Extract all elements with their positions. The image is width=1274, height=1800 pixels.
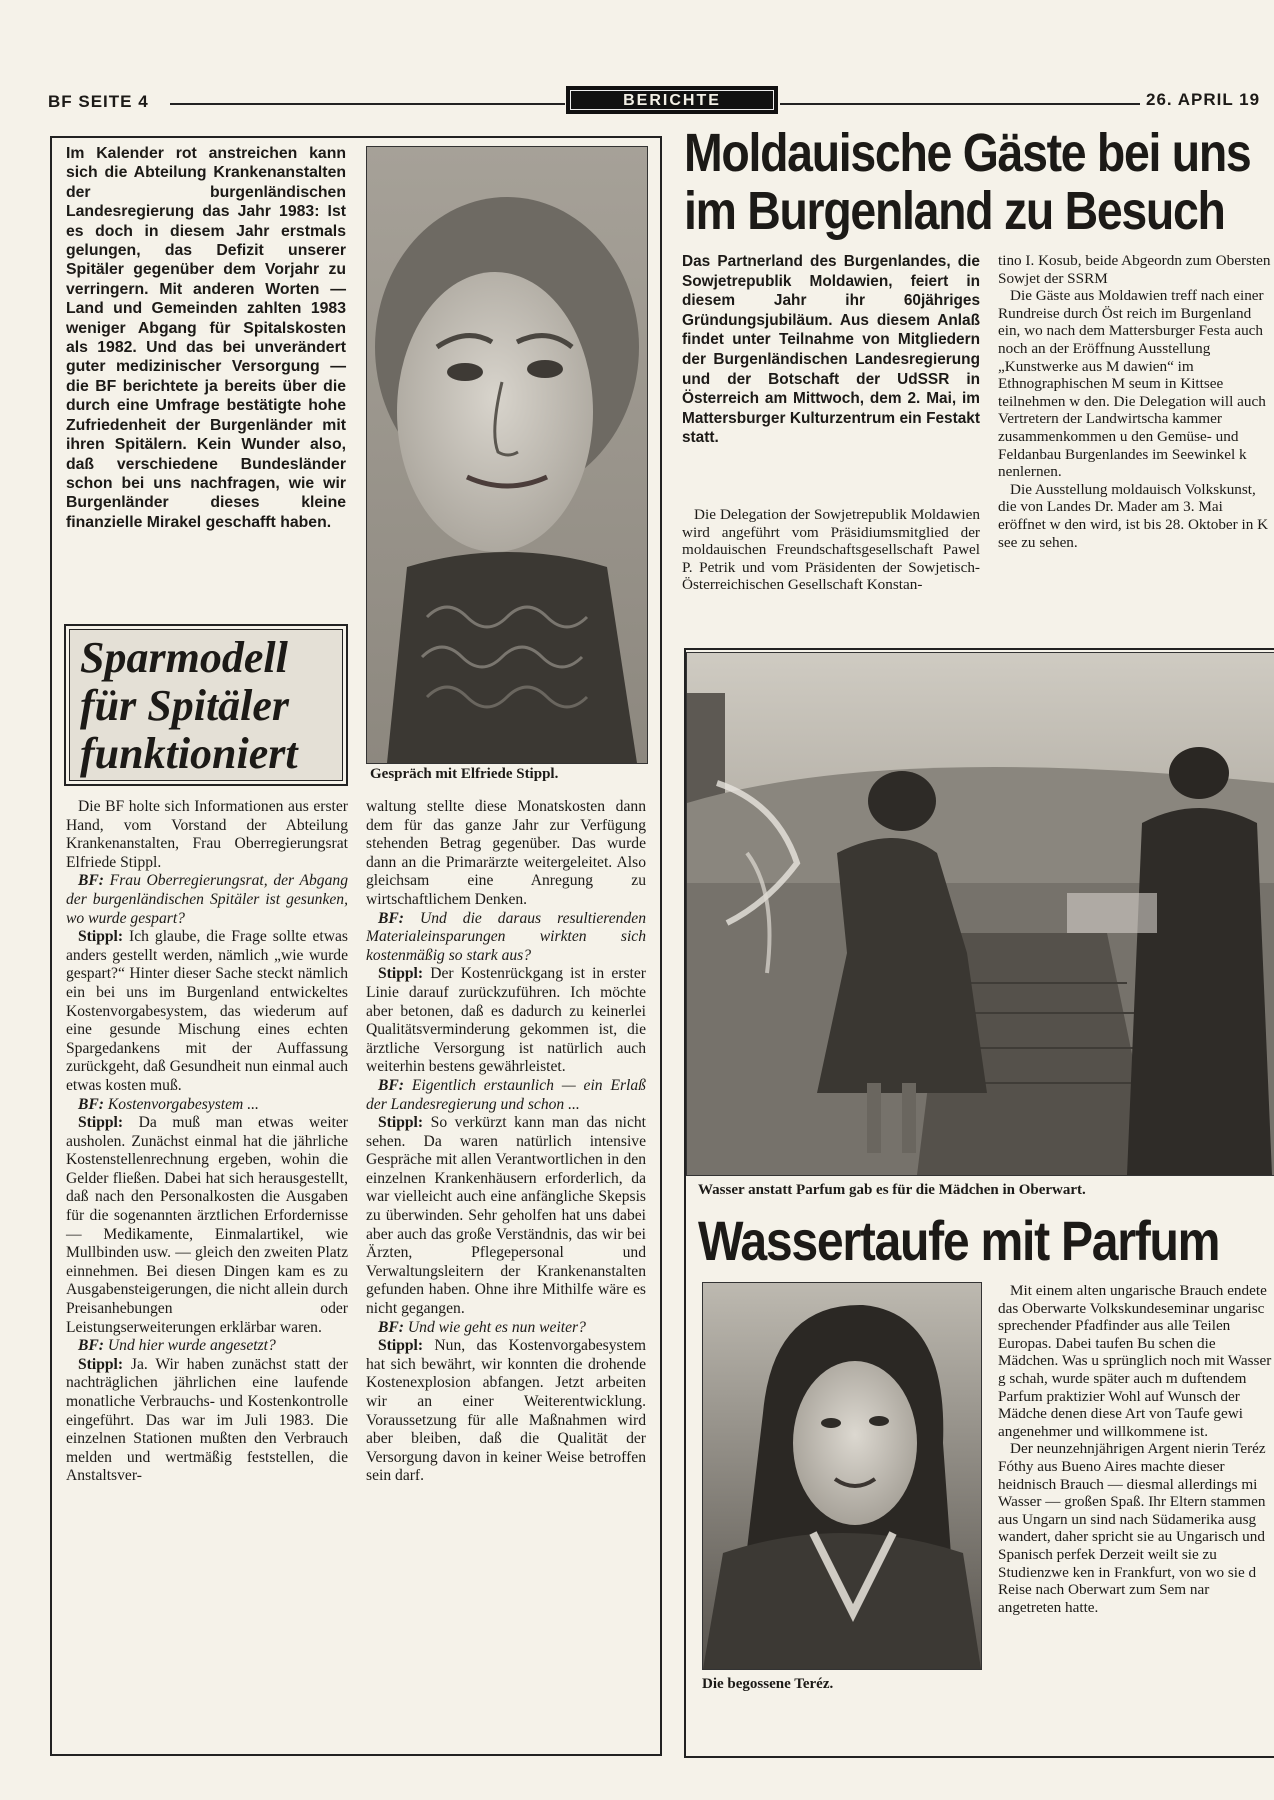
interview-paragraph [66,1114,348,1337]
left-headline-line1: Sparmodell [80,633,288,682]
speaker-label: BF: [78,1337,108,1355]
header-rule-left [170,103,565,105]
paragraph-text: Eigentlich erstaunlich — ein Erlaß der Landesregierung und schon ... [366,1076,646,1113]
speaker-label: Stippl: [78,928,130,946]
speaker-label: BF: [78,872,110,890]
speaker-label: Stippl: [378,1114,431,1132]
left-headline-line2: für Spitäler [80,681,290,730]
interview-paragraph [66,1096,348,1115]
section-box [566,86,778,114]
speaker-label: BF: [378,909,420,927]
interview-paragraph [66,1337,348,1356]
speaker-label: BF: [78,1095,108,1113]
paragraph-text: Und die daraus resultierenden Materialeinsparungen wirkten sich kostenmäßig so stark aus? [366,909,646,964]
interview-paragraph [66,1356,348,1486]
header-rule-right [780,103,1140,105]
paragraph-text: Ich glaube, die Frage sollte etwas anders gestellt werden, nämlich „wie wurde gespart?“ Hinter dieser Sache steckt nämlich ein bei uns im Burgenland entwickeltes Kostenvorgabesystem, das wiederum auf eine gesunde Mischung eines echten Spargedankens mit der Auffassung zurückgeht, daß Gesundheit nun einmal auch etwas kosten muß. [66,928,349,1094]
paragraph-text: waltung stellte diese Monatskosten dann dem für das ganze Jahr zur Verfügung stehenden Betrag gegenüber. Das wurde dann an die Primarärzte weitergeleitet. Also gleichsam eine Anregung zu wirtschaftlichem Denken. [366,798,646,908]
moldau-col2-p1: tino I. Kosub, beide Abgeordn zum Obersten Sowjet der SSRM [998,252,1271,287]
moldau-headline-line1: Moldauische Gäste bei uns [684,124,1251,183]
moldau-para1-text: Die Delegation der Sowjetrepublik Moldawien wird angeführt vom Präsidiumsmitglied der moldauischen Freundschaftsgesellschaft Pawel P. Petrik und vom Präsidenten der Sowjetisch-Österreichischen Gesellschaft Konstan- [682,506,980,594]
moldau-headline-line2: im Burgenland zu Besuch [684,181,1225,241]
stippl-portrait [366,146,648,764]
right-top-headline [684,124,1274,250]
moldau-para1 [682,506,980,594]
speaker-label: Stippl: [78,1114,139,1132]
page-number-label: BF SEITE 4 [48,92,149,111]
paragraph-text: Da muß man etwas weiter ausholen. Zunächst einmal hat die jährliche Kostenstellenrechnung ergeben, wohin die Gelder fließen. Dabei hat sich herausgestellt, daß nach den Personalkosten die Ausgaben für die sogenannten ärztlichen Erfordernisse — Medikamente, Einmalartikel, wie Mullbinden usw. — gleich den zweiten Platz einnehmen. Bei diesen Dingen kam es zu Ausgabensteigerungen, die nicht allein durch Preisanhebungen oder Leistungserweiterungen erklärbar waren. [66,1114,348,1336]
moldau-col2-p2: Die Gäste aus Moldawien treff nach einer Rundreise durch Öst reich im Burgenland ein, wo nach dem Mattersburger Festa auch noch an der Eröffnung Ausstellung „Kunstwerke aus M dawien“ im Ethnographischen M seum in Kittsee teilnehmen w den. Die Delegation will auch Vertretern der Landwirtscha kammer zusammenkommen u den Gemüse- und Feldanbau Burgenlandes im Seewinkel k nenlernen. [998,287,1266,481]
moldau-col2-p3: Die Ausstellung moldauisch Volkskunst, die von Landes Dr. Mader am 3. Mai eröffnet w den wird, ist bis 28. Oktober in K see zu sehen. [998,480,1269,551]
left-article-lead: Im Kalender rot anstreichen kann sich die Abteilung Krankenanstalten der burgenländischen Landesregierung das Jahr 1983: Ist es doch in diesem Jahr erstmals gelungen, das Defizit unserer Spitäler gegenüber dem Vorjahr zu verringern. Mit anderen Worten — Land und Gemeinden zahlten 1983 weniger Abgang für Spitalskosten als 1982. Und das bei unverändert guter medizinischer Versorgung — die BF berichtete ja bereits über die durch eine Umfrage bestätigte hohe Zufriedenheit der Burgenländer mit ihren Spitälern. Kein Wunder also, daß verschiedene Bundesländer schon bei uns nachfragen, wie wir Burgenländer dieses kleine finanzielle Mirakel geschafft haben. [66,145,346,531]
water-splash-photo [686,652,1274,1176]
paragraph-text: Ja. Wir haben zunächst statt der nachträglichen jährlichen eine laufende monatliche Verbrauchs- und Kostenkontrolle eingeführt. Das war im Juli 1983. Die einzelnen Stationen mußten den Verbrauch melden und wertmäßig feststellen, die Anstaltsver- [66,1355,348,1485]
speaker-label: BF: [378,1318,408,1336]
interview-paragraph [66,928,348,1095]
stippl-photo-caption: Gespräch mit Elfriede Stippl. [370,766,559,782]
terez-portrait-illustration [703,1283,981,1669]
interview-paragraph [366,910,646,966]
paragraph-text: Und hier wurde angesetzt? [107,1337,276,1355]
speaker-label: Stippl: [378,965,431,983]
issue-date: 26. APRIL 19 [1146,90,1261,109]
terez-portrait-caption: Die begossene Teréz. [702,1676,834,1692]
water-photo-caption: Wasser anstatt Parfum gab es für die Mädchen in Oberwart. [698,1182,1086,1198]
paragraph-text: Frau Oberregierungsrat, der Abgang der burgenländischen Spitäler ist gesunken, wo wurde gespart? [66,872,348,927]
left-headline-line3: funktioniert [80,729,298,778]
paragraph-text: Der Kostenrückgang ist in erster Linie darauf zurückzuführen. Ich möchte aber betonen, daß es dadurch zu keinerlei Qualitätsverminderung gekommen ist, die ärztliche Versorgung ist natürlich auch weiterhin bestens gewährleistet. [366,965,646,1076]
wassertaufe-headline: Wassertaufe mit Parfum [698,1209,1220,1272]
speaker-label: Stippl: [378,1337,435,1355]
left-interview-column2 [366,798,646,1486]
page-header [0,80,1274,120]
interview-paragraph [366,1077,646,1114]
interview-paragraph [366,1114,646,1319]
interview-paragraph [366,965,646,1077]
section-label: BERICHTE [570,90,774,110]
left-headline-box [64,624,348,786]
interview-paragraph [366,1319,646,1338]
paragraph-text: Kostenvorgabesystem ... [107,1095,259,1113]
stippl-portrait-illustration [367,147,647,763]
moldau-lead: Das Partnerland des Burgenlandes, die Sowjetrepublik Moldawien, feiert in diesem Jahr ihr 60jähriges Gründungsjubiläum. Aus diesem Anlaß findet unter Teilnahme von Mitgliedern der Burgenländischen Landesregierung und der Botschaft der UdSSR in Österreich am Mittwoch, dem 2. Mai, im Mattersburger Kulturzentrum ein Festakt statt. [682,253,980,447]
interview-paragraph [66,872,348,928]
paragraph-text: Nun, das Kostenvorgabesystem hat sich bewährt, wir konnten die drohende Kostenexplosion abfangen. Jetzt arbeiten wir an einer Weiterentwicklung. Voraussetzung für alle Maßnahmen wird aber bleiben, daß die Qualität der Versorgung davon in keiner Weise betroffen sein darf. [366,1337,646,1485]
paragraph-text: So verkürzt kann man das nicht sehen. Da waren natürlich intensive Gespräche mit allen Verantwortlichen in den einzelnen Krankenhäusern erforderlich, da war vielleicht auch eine anfängliche Skepsis zu überwinden. Sehr geholfen hat uns dabei aber auch das große Verständnis, das wir bei Ärzten, Pflegepersonal und Verwaltungsleitern der Krankenanstalten gefunden haben. Ohne ihre Mithilfe wäre es nicht gegangen. [366,1114,646,1318]
interview-paragraph [366,1337,646,1486]
left-interview-column1 [66,798,348,1486]
wassertaufe-para1: Mit einem alten ungarische Brauch endete das Oberwarte Volkskundeseminar ungarisc sprechender Pfadfinder aus alle Teilen Europas. Dabei taufen Bu schen die Mädchen. Was u sprünglich noch mit Wasser g schah, wurde später auch m duftendem Parfum praktizier Wohl auf Wunsch der Mädche denen diese Art von Taufe gewi angenehmer und willkommene ist. [998,1282,1272,1440]
moldau-column2 [998,252,1274,551]
water-splash-illustration [687,653,1274,1175]
paragraph-text: Und wie geht es nun weiter? [407,1318,586,1336]
paragraph-text: Die BF holte sich Informationen aus erster Hand, vom Vorstand der Abteilung Krankenanstalten, Frau Oberregierungsrat Elfriede Stippl. [66,798,348,871]
interview-paragraph [366,798,646,910]
speaker-label: BF: [378,1076,412,1094]
wassertaufe-para2: Der neunzehnjährigen Argent nierin Teréz Fóthy aus Bueno Aires machte dieser heidnisch Brauch — diesmal allerdings mi Wasser — großen Spaß. Ihr Eltern stammen aus Ungarn un sind nach Südamerika ausg wandert, daher spricht sie au Ungarisch und Spanisch perfek Derzeit weilt sie zu Studienzwe ken in Frankfurt, von wo sie d Reise nach Oberwart zum Sem nar angetreten hatte. [998,1440,1266,1616]
wassertaufe-column [998,1282,1274,1616]
speaker-label: Stippl: [78,1355,131,1373]
terez-portrait [702,1282,982,1670]
interview-paragraph [66,798,348,872]
